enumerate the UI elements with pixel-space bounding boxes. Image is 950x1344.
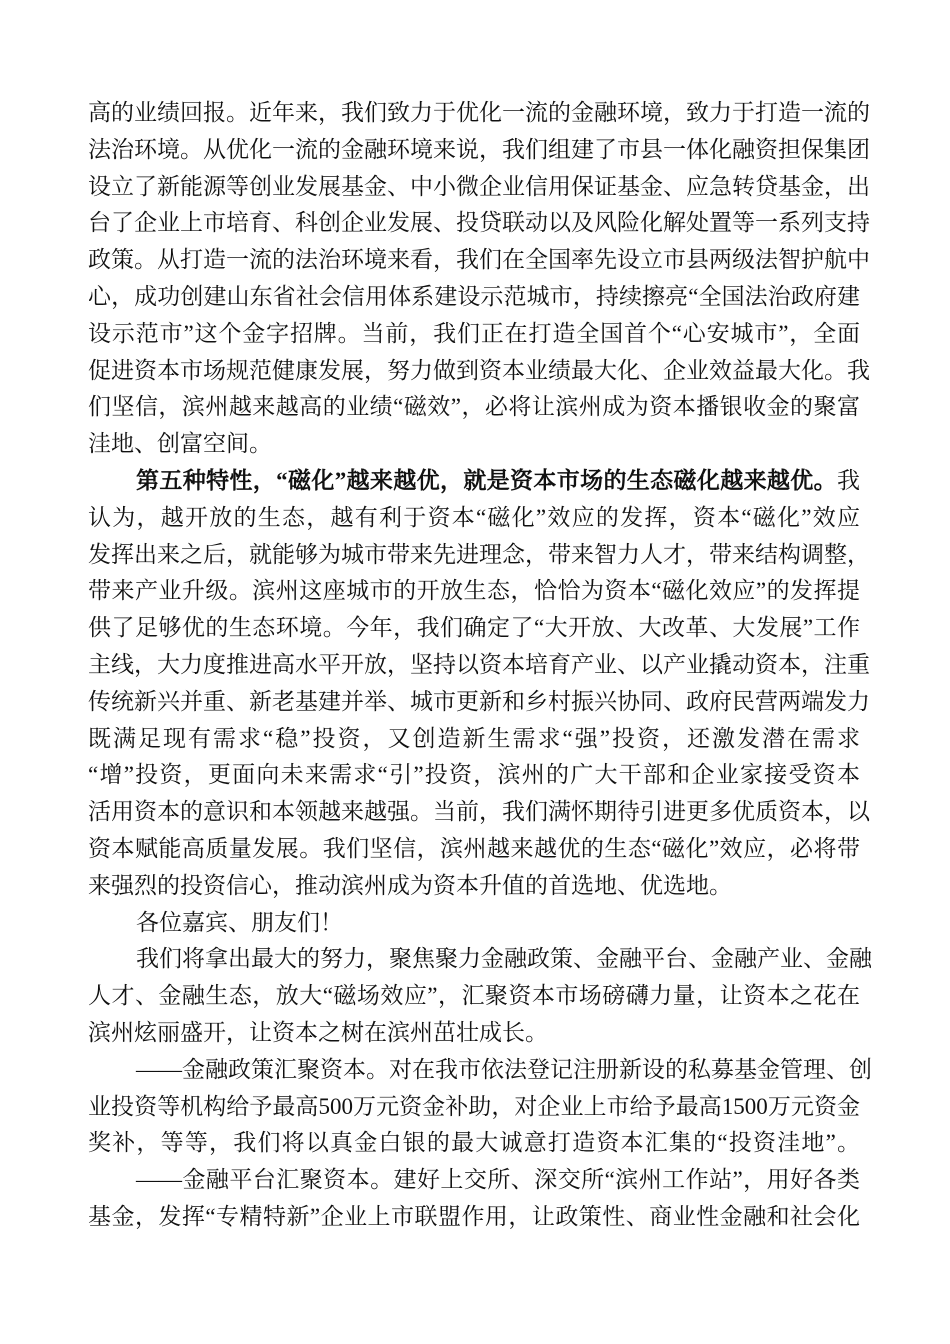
text-line: 人才、金融生态，放大“磁场效应”，汇聚资本市场磅礴力量，让资本之花在 [88,983,860,1009]
text-line: 资本赋能高质量发展。我们坚信，滨州越来越优的生态“磁化”效应，必将带 [88,835,860,861]
text-line: 高的业绩回报。近年来，我们致力于优化一流的金融环境，致力于打造一流的 [88,100,870,125]
text-line: 业投资等机构给予最高500万元资金补助，对企业上市给予最高1500万元资金 [88,1093,860,1119]
text-line: ——金融平台汇聚资本。建好上交所、深交所“滨州工作站”，用好各类 [136,1167,860,1193]
text-line: 传统新兴并重、新老基建并举、城市更新和乡村振兴协同、政府民营两端发力 [88,688,870,714]
text-line: 既满足现有需求“稳”投资，又创造新生需求“强”投资，还激发潜在需求 [88,725,860,751]
text-line: “增”投资，更面向未来需求“引”投资，滨州的广大干部和企业家接受资本 [88,762,860,788]
text-line: 洼地、创富空间。 [88,431,272,457]
text-line: 台了企业上市培育、科创企业发展、投贷联动以及风险化解处置等一系列支持 [88,210,870,236]
text-line: 来强烈的投资信心，推动滨州成为资本升值的首选地、优选地。 [88,872,732,898]
text-line: 奖补，等等，我们将以真金白银的最大诚意打造资本汇集的“投资洼地”。 [88,1130,860,1156]
section-heading-line [88,463,860,500]
text-line: 主线，大力度推进高水平开放，坚持以资本培育产业、以产业撬动资本，注重 [88,651,870,677]
text-line: ——金融政策汇聚资本。对在我市依法登记注册新设的私募基金管理、创 [136,1056,872,1082]
text-line: 设立了新能源等创业发展基金、中小微企业信用保证基金、应急转贷基金，出 [88,173,870,199]
bold-heading: 第五种特性，“磁化”越来越优，就是资本市场的生态磁化越来越优。 [136,467,837,493]
text-line: 供了足够优的生态环境。今年，我们确定了“大开放、大改革、大发展”工作 [88,615,860,641]
document-page [88,95,872,1236]
text-line: 促进资本市场规范健康发展，努力做到资本业绩最大化、企业效益最大化。我 [88,357,870,383]
text-line: 政策。从打造一流的法治环境来看，我们在全国率先设立市县两级法智护航中 [88,247,870,273]
text-line: 心，成功创建山东省社会信用体系建设示范城市，持续擦亮“全国法治政府建 [88,283,860,309]
text-line: 认为，越开放的生态，越有利于资本“磁化”效应的发挥，资本“磁化”效应 [88,504,860,530]
text-line: 带来产业升级。滨州这座城市的开放生态，恰恰为资本“磁化效应”的发挥提 [88,578,860,604]
text-line: 发挥出来之后，就能够为城市带来先进理念，带来智力人才，带来结构调整， [88,541,870,567]
greeting-line: 各位嘉宾、朋友们！ [136,909,343,935]
text-line: 我们将拿出最大的努力，聚焦聚力金融政策、金融平台、金融产业、金融 [136,946,872,972]
text-line: 活用资本的意识和本领越来越强。当前，我们满怀期待引进更多优质资本，以 [88,799,870,825]
text-line: 基金，发挥“专精特新”企业上市联盟作用，让政策性、商业性金融和社会化 [88,1203,860,1229]
text-fragment: 我 [837,467,860,493]
text-line: 法治环境。从优化一流的金融环境来说，我们组建了市县一体化融资担保集团 [88,136,870,162]
text-line: 设示范市”这个金字招牌。当前，我们正在打造全国首个“心安城市”，全面 [88,320,860,346]
text-line: 滨州炫丽盛开，让资本之树在滨州茁壮成长。 [88,1019,548,1045]
text-line: 们坚信，滨州越来越高的业绩“磁效”，必将让滨州成为资本播银收金的聚富 [88,394,860,420]
